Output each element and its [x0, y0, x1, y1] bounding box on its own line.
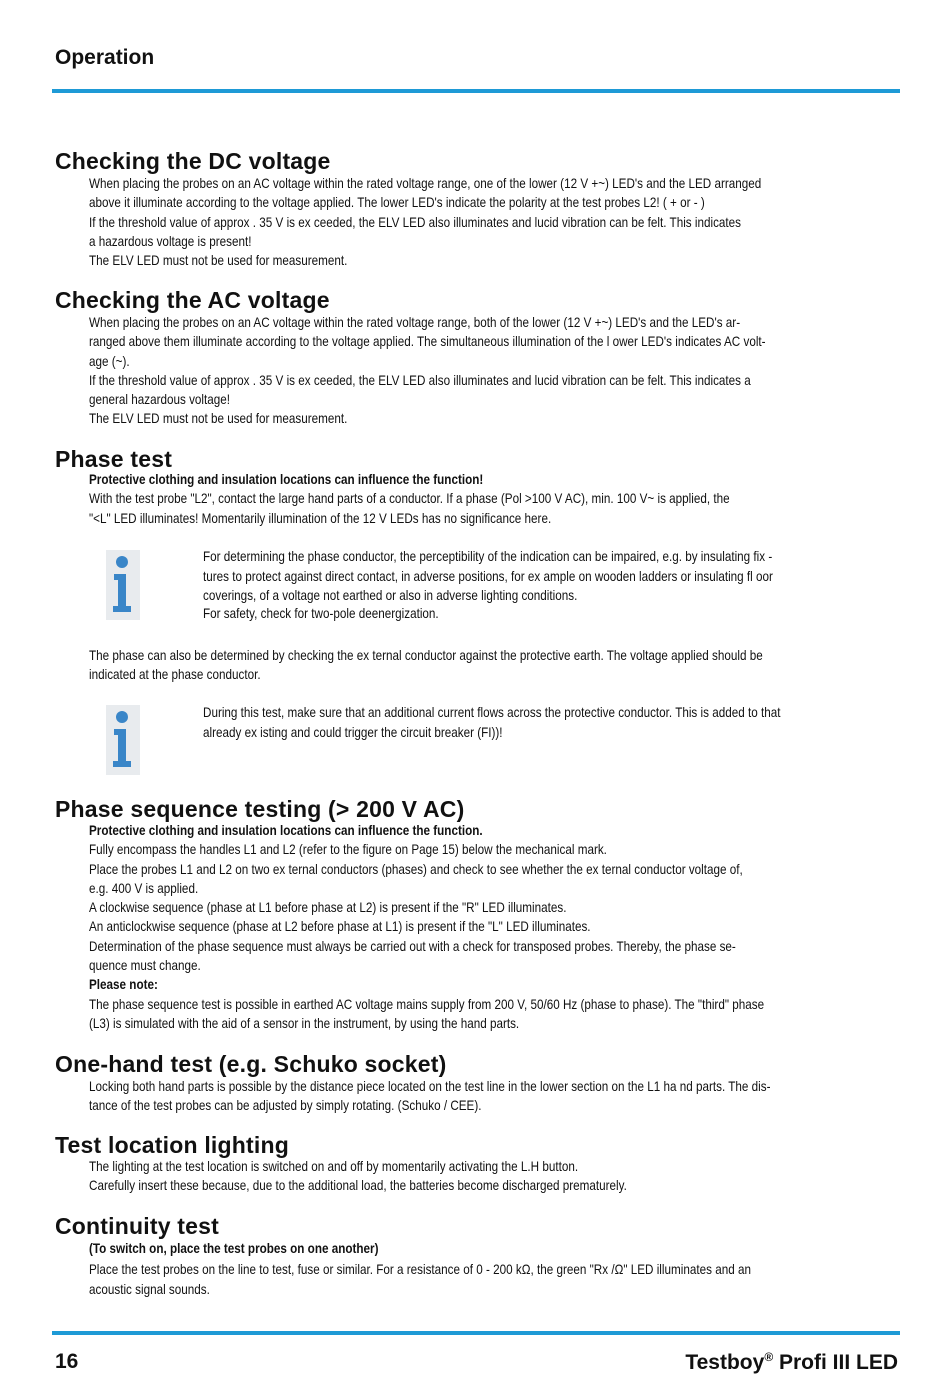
dc-line: When placing the probes on an AC voltage within the rated voltage range, one of the lower (12 V +~) LED's and the LED arranged: [89, 176, 762, 191]
ac-line: When placing the probes on an AC voltage within the rated voltage range, both of the lower (12 V +~) LED's and the LED's ar-: [89, 315, 741, 330]
dc-line: The ELV LED must not be used for measurement.: [89, 253, 348, 269]
sequence-line: The phase sequence test is possible in earthed AC voltage mains supply from 200 V, 50/60 Hz (phase to phase). The "third" phase: [89, 996, 765, 1012]
sequence-heading: Phase sequence testing (> 200 V AC): [55, 796, 465, 822]
lighting-line: The lighting at the test location is switched on and off by momentarily activating the L.H button.: [89, 1159, 579, 1174]
note-line: During this test, make sure that an additional current flows across the protective conductor. This is added to that: [203, 705, 781, 720]
onehand-text: [89, 1077, 782, 1116]
sequence-line: Place the probes L1 and L2 on two ex ternal conductors (phases) and check to see whether the ex ternal conductor voltage of,: [89, 861, 743, 877]
note-line: coverings, of a voltage not earthed or also in adverse lighting conditions.: [203, 588, 578, 604]
phase-line: "<L" LED illuminates! Momentarily illumination of the 12 V LEDs has no significance here.: [89, 510, 552, 526]
sequence-line: e.g. 400 V is applied.: [89, 880, 199, 896]
footer-rule: [52, 1331, 900, 1335]
note-line: already ex isting and could trigger the circuit breaker (FI))!: [203, 724, 503, 740]
dc-heading: Checking the DC voltage: [55, 148, 331, 174]
lighting-line: Carefully insert these because, due to the additional load, the batteries become discharged prematurely.: [89, 1178, 627, 1194]
note-line: For determining the phase conductor, the perceptibility of the indication can be impaired, e.g. by insulating fix -: [203, 549, 773, 564]
sequence-line: (L3) is simulated with the aid of a sensor in the instrument, by using the hand parts.: [89, 1015, 520, 1031]
phase-text: [89, 470, 782, 528]
sequence-line: A clockwise sequence (phase at L1 before phase at L2) is present if the "R" LED illuminates.: [89, 900, 567, 916]
phase-note-2: [203, 703, 796, 742]
phase-note-1: [203, 547, 796, 623]
page-number: 16: [55, 1350, 79, 1373]
dc-line: If the threshold value of approx . 35 V is ex ceeded, the ELV LED also illuminates and lucid vibration can be felt. This indicates: [89, 214, 742, 230]
phase-line: The phase can also be determined by checking the ex ternal conductor against the protective earth. The voltage applied should be: [89, 648, 763, 663]
continuity-text: [89, 1239, 782, 1299]
brand-name: Testboy: [685, 1351, 765, 1374]
continuity-line: acoustic signal sounds.: [89, 1281, 210, 1297]
continuity-instruction: (To switch on, place the test probes on one another): [89, 1241, 379, 1256]
continuity-heading: Continuity test: [55, 1213, 219, 1239]
sequence-line: quence must change.: [89, 958, 201, 974]
onehand-line: tance of the test probes can be adjusted by simply rotating. (Schuko / CEE).: [89, 1098, 482, 1114]
ac-line: If the threshold value of approx . 35 V is ex ceeded, the ELV LED also illuminates and lucid vibration can be felt. This indicates a: [89, 372, 751, 388]
dc-text: [89, 174, 782, 270]
model-name: Profi III LED: [773, 1351, 898, 1374]
dc-line: above it illuminate according to the voltage applied. The lower LED's indicate the polarity at the test probes L2! ( + or - ): [89, 195, 705, 211]
please-note: Please note:: [89, 977, 158, 993]
ac-line: ranged above them illuminate according to the voltage applied. The simultaneous illumination of the l ower LED's indicates AC volt-: [89, 334, 766, 350]
sequence-line: An anticlockwise sequence (phase at L2 before phase at L1) is present if the "L" LED illuminates.: [89, 919, 591, 935]
footer-brand: [685, 1350, 898, 1375]
page-header-title: Operation: [55, 46, 155, 69]
dc-line: a hazardous voltage is present!: [89, 233, 252, 249]
registered-mark: ®: [764, 1350, 774, 1364]
phase-line: With the test probe "L2", contact the large hand parts of a conductor. If a phase (Pol >100 V AC), min. 100 V~ is applied, the: [89, 491, 730, 507]
ac-text: [89, 313, 782, 429]
lighting-text: [89, 1157, 782, 1196]
continuity-line: Place the test probes on the line to test, fuse or similar. For a resistance of 0 - 200 kΩ, the green "Rx /Ω" LED illuminates and an: [89, 1262, 751, 1278]
info-icon: [104, 703, 140, 775]
header-rule: [52, 89, 900, 93]
note-line: tures to protect against direct contact, in adverse positions, for ex ample on wooden ladders or insulating fl oor: [203, 568, 773, 584]
sequence-warning: Protective clothing and insulation locations can influence the function.: [89, 823, 483, 838]
phase-heading: Phase test: [55, 446, 173, 472]
ac-heading: Checking the AC voltage: [55, 287, 330, 313]
sequence-line: Determination of the phase sequence must always be carried out with a check for transposed probes. Thereby, the phase se-: [89, 938, 736, 954]
onehand-line: Locking both hand parts is possible by the distance piece located on the test line in the lower section on the L1 ha nd parts. The dis-: [89, 1079, 771, 1094]
ac-line: age (~).: [89, 353, 130, 369]
onehand-heading: One-hand test (e.g. Schuko socket): [55, 1051, 447, 1077]
ac-line: general hazardous voltage!: [89, 392, 231, 408]
note-line: For safety, check for two-pole deenergization.: [203, 605, 439, 621]
sequence-line: Fully encompass the handles L1 and L2 (refer to the figure on Page 15) below the mechanical mark.: [89, 842, 607, 858]
ac-line: The ELV LED must not be used for measurement.: [89, 411, 348, 427]
info-icon: [104, 548, 140, 620]
phase-warning: Protective clothing and insulation locations can influence the function!: [89, 472, 484, 487]
sequence-text: [89, 821, 782, 1033]
phase-text-2: [89, 646, 782, 685]
lighting-heading: Test location lighting: [55, 1132, 289, 1158]
phase-line: indicated at the phase conductor.: [89, 667, 261, 683]
